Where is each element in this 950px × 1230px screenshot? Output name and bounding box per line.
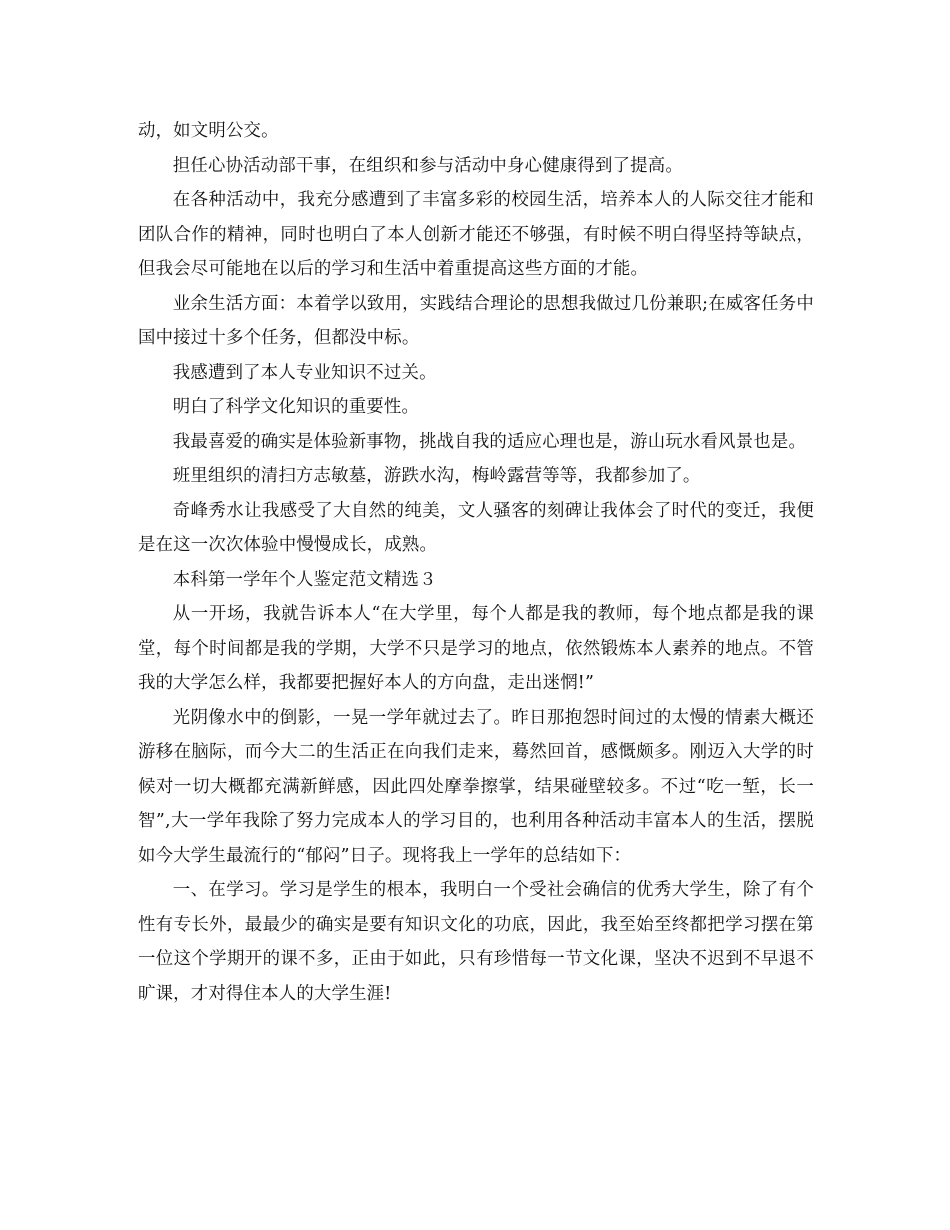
paragraph-12: 光阴像水中的倒影，一晃一学年就过去了。昨日那抱怨时间过的太慢的情素大概还游移在脑际，而今大二的生活正在向我们走来，蓦然回首，感慨颇多。刚迈入大学的时候对一切大概都充满新鲜感，因此四处摩拳擦掌，结果碰壁较多。不过“吃一堑，长一智”,大一学年我除了努力完成本人的学习目的，也利用各种活动丰富本人的生活，摆脱如今大学生最流行的“郁闷”日子。现将我上一学年的总结如下：	[138, 707, 814, 866]
paragraph-11: 从一开场，我就告诉本人“在大学里，每个人都是我的教师，每个地点都是我的课堂，每个时间都是我的学期，大学不只是学习的地点，依然锻炼本人素养的地点。不管我的大学怎么样，我都要把握好本人的方向盘，走出迷惘!”	[138, 604, 814, 693]
paragraph-5: 我感遭到了本人专业知识不过关。	[172, 362, 437, 383]
paragraph-1: 动，如文明公交。	[138, 121, 279, 141]
paragraph-8: 班里组织的清扫方志敏墓，游跌水沟，梅岭露营等等，我都参加了。	[172, 466, 701, 486]
document-page	[138, 114, 814, 1011]
paragraph-6: 明白了科学文化知识的重要性。	[172, 397, 420, 417]
paragraph-3: 在各种活动中，我充分感遭到了丰富多彩的校园生活，培养本人的人际交往才能和团队合作的精神，同时也明白了本人创新才能还不够强，有时候不明白得坚持等缺点，但我会尽可能地在以后的学习和生活中着重提高这些方面的才能。	[138, 190, 814, 279]
paragraph-4: 业余生活方面：本着学以致用，实践结合理论的思想我做过几份兼职;在威客任务中国中接过十多个任务，但都没中标。	[138, 293, 814, 348]
paragraph-9: 奇峰秀水让我感受了大自然的纯美，文人骚客的刻碑让我体会了时代的变迁，我便是在这一次次体验中慢慢成长，成熟。	[138, 500, 814, 555]
section-heading: 本科第一学年个人鉴定范文精选３	[172, 569, 437, 590]
paragraph-2: 担任心协活动部干事，在组织和参与活动中身心健康得到了提高。	[172, 155, 683, 176]
paragraph-7: 我最喜爱的确实是体验新事物，挑战自我的适应心理也是，游山玩水看风景也是。	[172, 431, 807, 452]
paragraph-13: 一、在学习。学习是学生的根本，我明白一个受社会确信的优秀大学生，除了有个性有专长外，最最少的确实是要有知识文化的功底，因此，我至始至终都把学习摆在第一位这个学期开的课不多，正由于如此，只有珍惜每一节文化课，坚决不迟到不早退不旷课，才对得住本人的大学生涯!	[138, 880, 814, 1004]
